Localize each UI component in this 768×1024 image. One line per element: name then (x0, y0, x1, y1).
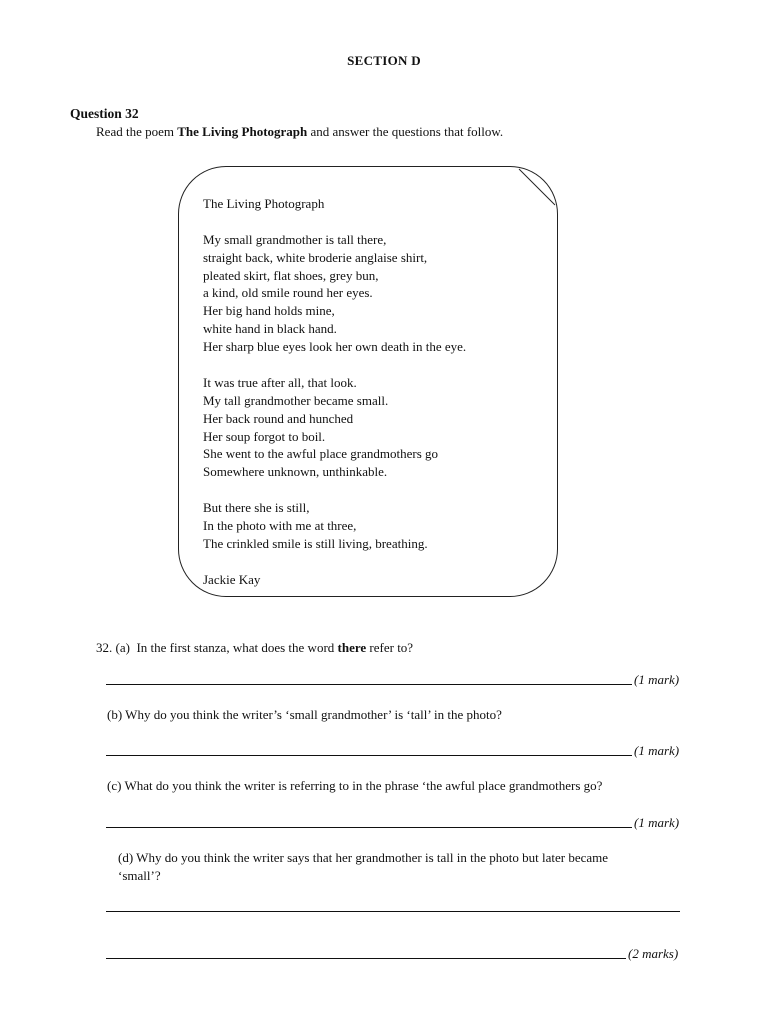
question-intro (96, 124, 503, 140)
poem-line: Her big hand holds mine, (203, 303, 335, 319)
poem-line: My tall grandmother became small. (203, 392, 389, 408)
question-a-text-after: refer to? (366, 640, 414, 655)
question-d-line2: ‘small’? (118, 868, 161, 883)
poem-line: Jackie Kay (203, 571, 261, 587)
poem-line: Her soup forgot to boil. (203, 428, 326, 444)
poem-line: Somewhere unknown, unthinkable. (203, 464, 388, 480)
answer-row-c (106, 815, 679, 831)
question-a-number: 32. (a) (96, 640, 130, 655)
marks-b: (1 mark) (634, 743, 680, 758)
answer-line-c[interactable] (106, 826, 632, 828)
poem-text (203, 195, 466, 589)
answer-line-b[interactable] (106, 754, 632, 756)
poem-blank-line (203, 481, 466, 499)
intro-after: and answer the questions that follow. (307, 124, 504, 139)
poem-line: In the photo with me at three, (203, 518, 357, 534)
poem-line: The crinkled smile is still living, breathing. (203, 535, 428, 551)
intro-poem-title: The Living Photograph (177, 124, 308, 139)
poem-title: The Living Photograph (203, 196, 325, 211)
poem-blank-line (203, 356, 466, 374)
poem-line: It was true after all, that look. (203, 374, 357, 390)
question-c: (c) What do you think the writer is referring to in the phrase ‘the awful place grandmothers go? (107, 778, 603, 793)
poem-blank-line (203, 213, 466, 231)
box-corner-decoration (517, 167, 557, 207)
question-a (96, 640, 413, 656)
marks-a: (1 mark) (634, 672, 680, 687)
poem-blank-line (203, 553, 466, 571)
poem-line: But there she is still, (203, 500, 310, 516)
question-heading: Question 32 (70, 106, 139, 121)
question-d-line1: (d) Why do you think the writer says that her grandmother is tall in the photo but later became (118, 850, 609, 865)
answer-line-d1[interactable] (106, 911, 680, 912)
poem-line: straight back, white broderie anglaise shirt, (203, 249, 428, 265)
section-title: SECTION D (347, 53, 421, 68)
answer-row-a (106, 672, 679, 688)
question-a-bold-word: there (337, 640, 367, 655)
poem-line: white hand in black hand. (203, 321, 337, 337)
marks-d: (2 marks) (628, 946, 679, 961)
poem-line: She went to the awful place grandmothers go (203, 446, 439, 462)
poem-box (178, 166, 558, 597)
answer-line-d2[interactable] (106, 957, 626, 959)
answer-row-b (106, 743, 679, 759)
marks-c: (1 mark) (634, 815, 680, 830)
poem-line: a kind, old smile round her eyes. (203, 285, 373, 301)
poem-line: Her back round and hunched (203, 410, 354, 426)
poem-line: Her sharp blue eyes look her own death in the eye. (203, 339, 467, 355)
question-a-text-before: In the first stanza, what does the word (136, 640, 338, 655)
question-b: (b) Why do you think the writer’s ‘small grandmother’ is ‘tall’ in the photo? (107, 707, 502, 722)
poem-line: My small grandmother is tall there, (203, 231, 387, 247)
poem-line: pleated skirt, flat shoes, grey bun, (203, 267, 379, 283)
intro-before: Read the poem (96, 124, 178, 139)
answer-row-d (106, 946, 678, 962)
answer-line-a[interactable] (106, 683, 632, 685)
